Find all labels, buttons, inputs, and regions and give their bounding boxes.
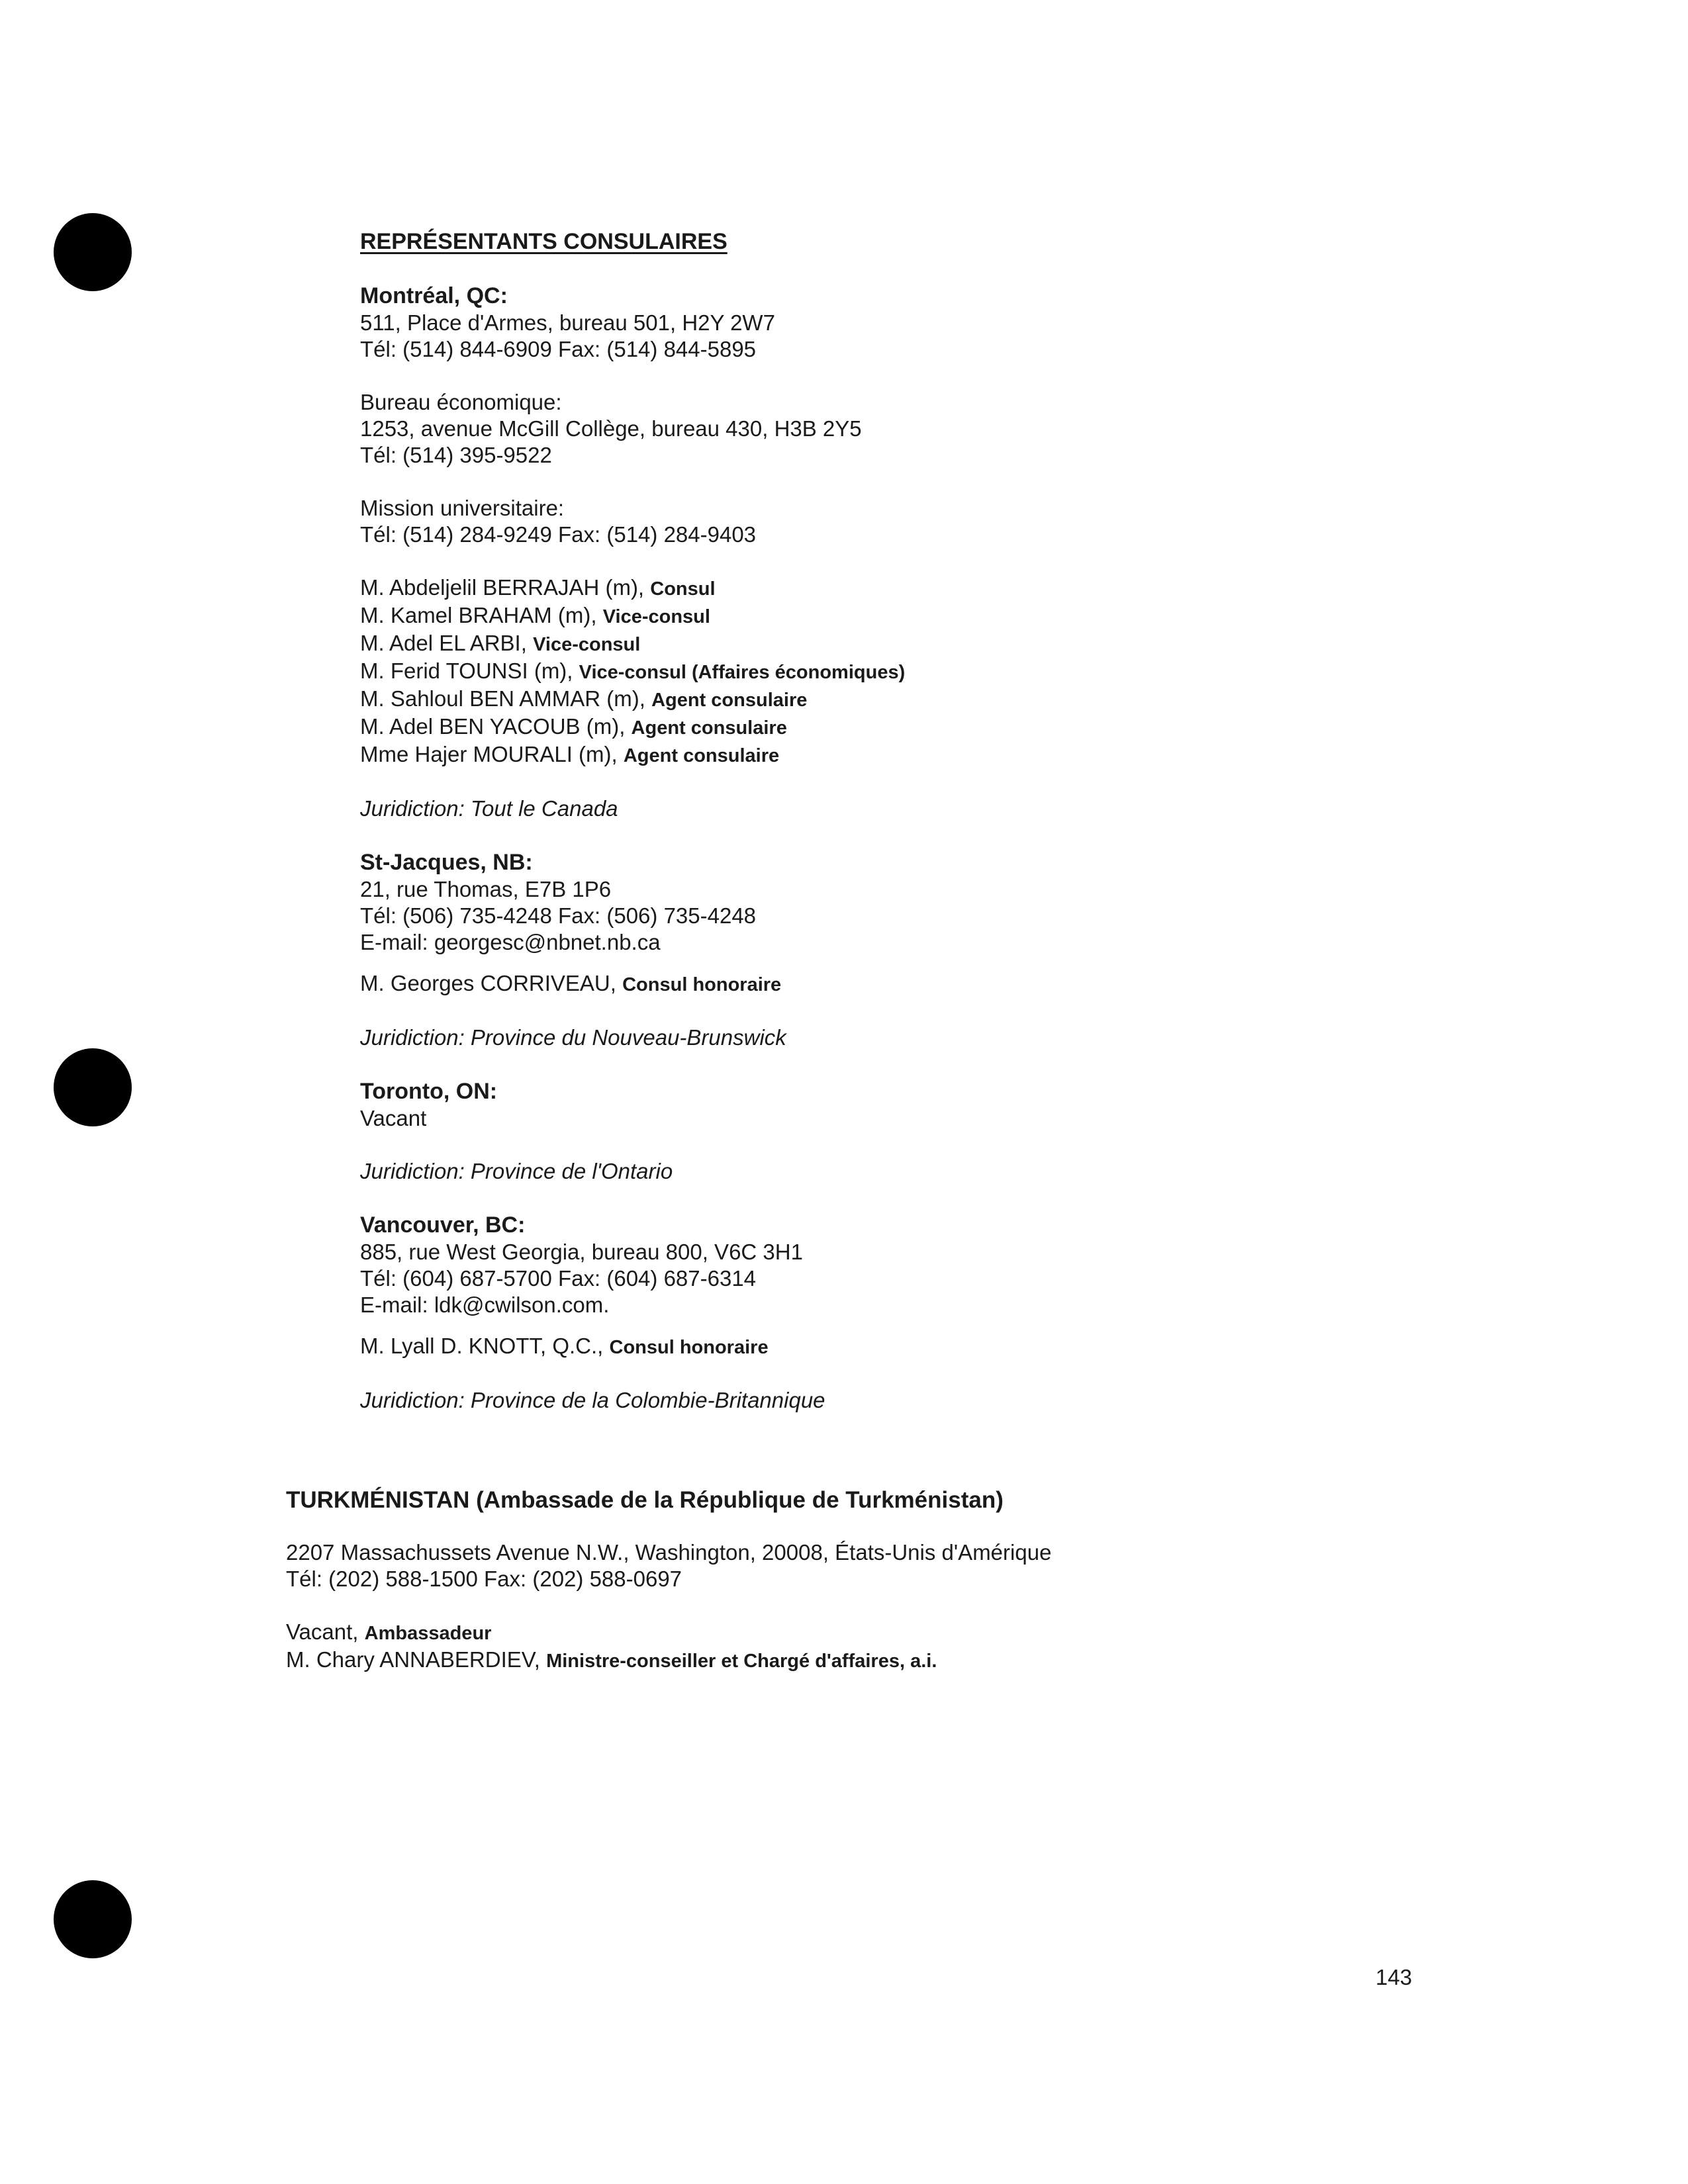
section-title: REPRÉSENTANTS CONSULAIRES <box>360 229 727 254</box>
turkmenistan-ambassador <box>286 1619 1610 1647</box>
bureau-label: Bureau économique: <box>360 390 562 414</box>
montreal-entry <box>360 282 1618 822</box>
vancouver-entry <box>360 1211 1618 1414</box>
binder-punch-hole <box>54 1880 132 1958</box>
vancouver-jurisdiction: Juridiction: Province de la Colombie-Britannique <box>360 1388 825 1412</box>
mission-label: Mission universitaire: <box>360 496 565 520</box>
stjacques-email: E-mail: georgesc@nbnet.nb.ca <box>360 930 661 954</box>
consul-role: Consul honoraire <box>609 1337 769 1358</box>
staff-name: M. Adel BEN YACOUB (m), <box>360 714 632 739</box>
staff-member <box>360 574 1618 602</box>
staff-member <box>360 630 1618 658</box>
stjacques-phone: Tél: (506) 735-4248 Fax: (506) 735-4248 <box>360 903 757 928</box>
stjacques-city: St-Jacques, NB: <box>360 850 533 875</box>
staff-member <box>360 686 1618 713</box>
vancouver-address: 885, rue West Georgia, bureau 800, V6C 3H1 <box>360 1240 803 1264</box>
staff-name: Mme Hajer MOURALI (m), <box>360 742 624 766</box>
turkmenistan-title: TURKMÉNISTAN (Ambassade de la République de Turkménistan) <box>286 1487 1004 1513</box>
turkmenistan-section <box>286 1485 1610 1674</box>
toronto-entry <box>360 1077 1618 1185</box>
stjacques-address: 21, rue Thomas, E7B 1P6 <box>360 877 612 901</box>
consul-name: M. Lyall D. KNOTT, Q.C., <box>360 1334 610 1358</box>
toronto-jurisdiction: Juridiction: Province de l'Ontario <box>360 1159 673 1183</box>
montreal-address: 511, Place d'Armes, bureau 501, H2Y 2W7 <box>360 310 775 335</box>
staff-role: Vice-consul (Affaires économiques) <box>579 662 906 683</box>
binder-punch-hole <box>54 1048 132 1126</box>
vancouver-consul <box>360 1333 1618 1361</box>
turkmenistan-address: 2207 Massachussets Avenue N.W., Washington, 20008, États-Unis d'Amérique <box>286 1540 1052 1565</box>
staff-role: Vice-consul <box>533 634 641 655</box>
turkmenistan-phone: Tél: (202) 588-1500 Fax: (202) 588-0697 <box>286 1567 682 1591</box>
page-number: 143 <box>1376 1965 1413 1989</box>
montreal-city: Montréal, QC: <box>360 283 508 308</box>
staff-role: Consul <box>650 578 716 600</box>
consul-name: M. Georges CORRIVEAU, <box>360 971 623 995</box>
staff-name: M. Sahloul BEN AMMAR (m), <box>360 686 652 711</box>
stjacques-consul <box>360 970 1618 998</box>
consular-representatives-section <box>360 225 1618 1414</box>
vancouver-email: E-mail: ldk@cwilson.com. <box>360 1293 610 1317</box>
staff-role: Vice-consul <box>602 606 710 627</box>
binder-punch-hole <box>54 213 132 291</box>
stjacques-entry <box>360 848 1618 1051</box>
montreal-phone: Tél: (514) 844-6909 Fax: (514) 844-5895 <box>360 337 757 361</box>
consul-role: Consul honoraire <box>622 974 782 995</box>
staff-role: Agent consulaire <box>631 717 787 739</box>
staff-name: M. Adel EL ARBI, <box>360 631 534 655</box>
staff-member <box>360 741 1618 769</box>
montreal-staff-list <box>360 574 1618 769</box>
vancouver-city: Vancouver, BC: <box>360 1212 526 1238</box>
vancouver-phone: Tél: (604) 687-5700 Fax: (604) 687-6314 <box>360 1266 757 1291</box>
charge-name: M. Chary ANNABERDIEV, <box>286 1647 547 1672</box>
montreal-jurisdiction: Juridiction: Tout le Canada <box>360 796 618 821</box>
staff-member <box>360 713 1618 741</box>
mission-phone: Tél: (514) 284-9249 Fax: (514) 284-9403 <box>360 522 757 547</box>
bureau-address: 1253, avenue McGill Collège, bureau 430, H3B 2Y5 <box>360 416 862 441</box>
toronto-city: Toronto, ON: <box>360 1079 498 1104</box>
staff-name: M. Abdeljelil BERRAJAH (m), <box>360 575 651 600</box>
staff-member <box>360 658 1618 686</box>
bureau-phone: Tél: (514) 395-9522 <box>360 443 552 467</box>
staff-member <box>360 602 1618 630</box>
staff-name: M. Kamel BRAHAM (m), <box>360 603 603 627</box>
ambassador-name: Vacant, <box>286 1619 365 1644</box>
staff-role: Agent consulaire <box>651 690 808 711</box>
staff-role: Agent consulaire <box>623 745 780 766</box>
ambassador-role: Ambassadeur <box>364 1623 492 1644</box>
charge-role: Ministre-conseiller et Chargé d'affaires, a.i. <box>546 1651 937 1672</box>
turkmenistan-charge <box>286 1647 1610 1674</box>
toronto-status: Vacant <box>360 1106 427 1130</box>
stjacques-jurisdiction: Juridiction: Province du Nouveau-Brunswick <box>360 1025 786 1050</box>
staff-name: M. Ferid TOUNSI (m), <box>360 659 579 683</box>
